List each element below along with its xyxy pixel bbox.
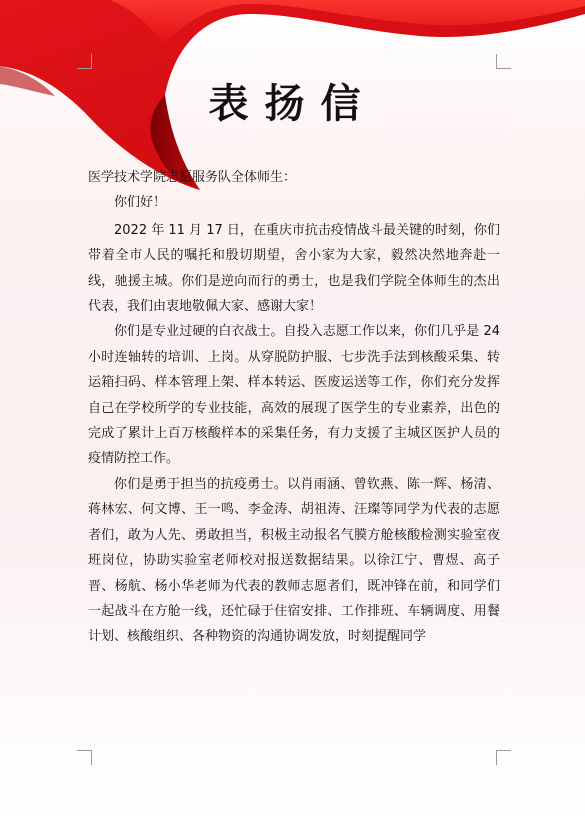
- letter-title: 表扬信: [208, 80, 377, 127]
- salutation: 医学技术学院志愿服务队全体师生：: [88, 170, 297, 185]
- paragraph-1: 2022 年 11 月 17 日，在重庆市抗击疫情战斗最关键的时刻，你们带着全市人民的嘱托和殷切期望，舍小家为大家，毅然决然地奔赴一线，驰援主城。你们是逆向而行的勇士，也是我们学院全体师生的杰出代表，我们由衷地敬佩大家、感谢大家！: [88, 222, 500, 315]
- greeting: 你们好！: [114, 195, 167, 211]
- paragraph-2: 你们是专业过硬的白衣战士。自投入志愿工作以来，你们几乎是 24 小时连轴转的培训、上岗。从穿脱防护服、七步洗手法到核酸采集、转运箱扫码、样本管理上架、样本转运、医废运送等工作，你们充分发挥自己在学校所学的专业技能，高效的展现了医学生的专业素养，出色的完成了累计上百万核酸样本的采集任务，有力支援了主城区医护人员的疫情防控工作。: [88, 324, 500, 467]
- paragraph-3: 你们是勇于担当的抗疫勇士。以肖雨涵、曾钦燕、陈一辉、杨清、蒋林宏、何文博、王一鸣、李金涛、胡祖涛、汪璨等同学为代表的志愿者们，敢为人先、勇敢担当，积极主动报名气膜方舱核酸检测实验室夜班岗位，协助实验室老师校对报送数据结果。以徐江宁、曹煜、高子晋、杨航、杨小华老师为代表的教师志愿者们，既冲锋在前，和同学们一起战斗在方舱一线，还忙碌于住宿安排、工作排班、车辆调度、用餐计划、核酸组织、各种物资的沟通协调发放，时刻提醒同学: [88, 476, 500, 645]
- crop-mark-bottom-right: [496, 750, 511, 765]
- crop-mark-bottom-left: [77, 750, 92, 765]
- crop-mark-top-right: [496, 54, 511, 69]
- letter-body: [88, 165, 500, 650]
- crop-mark-top-left: [77, 54, 92, 69]
